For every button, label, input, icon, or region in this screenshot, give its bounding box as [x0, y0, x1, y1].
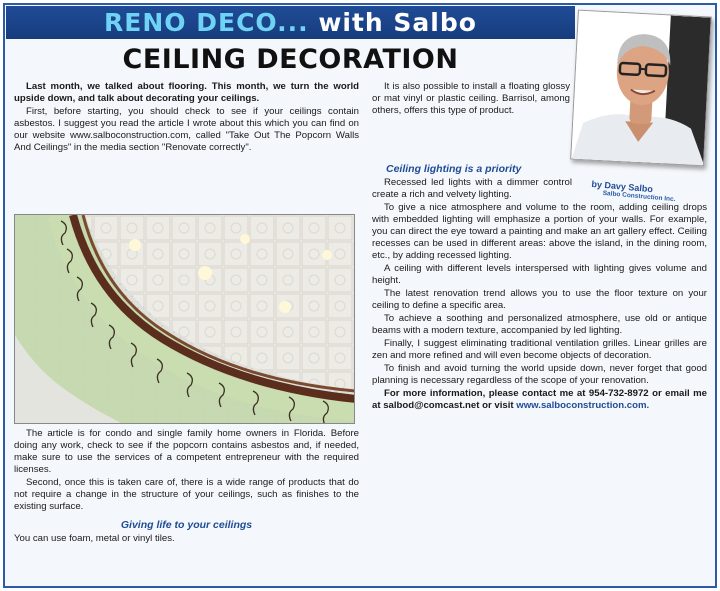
right-column-top — [372, 81, 570, 118]
asbestos-paragraph: First, before starting, you should check to see if your ceilings contain asbestos. I suggest you read the article I wrote about this which you can find on our website www.salboconstruction.com, called "Take Out The Popcorn Walls And Ceilings" in the media section "Renovate correctly". — [14, 106, 359, 153]
article-headline: CEILING DECORATION — [122, 44, 459, 75]
tiles-paragraph: You can use foam, metal or vinyl tiles. — [14, 533, 175, 544]
column-banner — [6, 6, 575, 39]
left-column-bottom — [14, 428, 359, 546]
planning-paragraph: To finish and avoid turning the world upside down, never forget that good planning is necessary regardless of the scope of your renovation. — [372, 363, 707, 386]
right-column-main — [372, 163, 707, 413]
recessed-lights-paragraph: Recessed led lights with a dimmer control create a rich and velvety lighting. — [372, 177, 572, 200]
trend-paragraph: The latest renovation trend allows you to use the floor texture on your ceiling to define a specific area. — [372, 288, 707, 311]
banner-title-accent: RENO DECO... — [104, 8, 309, 37]
author-photo — [570, 10, 712, 167]
author-company: Salbo Construction Inc. — [602, 189, 676, 204]
intro-paragraph: Last month, we talked about flooring. This month, we turn the world upside down, and talk about decorating your ceilings. — [14, 81, 359, 104]
atmosphere-paragraph: To give a nice atmosphere and volume to the room, adding ceiling drops with embedded lighting will emphasize a portion of your walls. For example, you can direct the eye toward a painting and make an art gallery effect. Ceiling recesses can be used in different areas: above the island, in the dining room, etc., by adding recessed lighting. — [372, 202, 707, 261]
condo-paragraph: The article is for condo and single family home owners in Florida. Before doing any work, check to see if the popcorn contains asbestos and, if needed, make sure to use the services of a competent entrepreneur with the required licenses. — [14, 428, 359, 475]
ceiling-staircase-photo — [14, 214, 355, 424]
subhead-lighting: Ceiling lighting is a priority — [386, 163, 522, 175]
website-link[interactable]: www.salboconstruction.com. — [516, 400, 650, 411]
author-name: by Davy Salbo — [591, 178, 654, 195]
contact-paragraph — [372, 388, 707, 412]
contact-text: For more information, please contact me at 954-732-8972 or email me at salbod@comcast.net or visit — [372, 388, 707, 411]
floating-ceiling-paragraph: It is also possible to install a floating glossy or mat vinyl or plastic ceiling. Barrisol, among others, offers this type of product. — [372, 81, 570, 116]
subhead-giving-life: Giving life to your ceilings — [120, 519, 253, 531]
products-paragraph: Second, once this is taken care of, there is a wide range of products that do not require a change in the structure of your ceilings, such as finishes to the existing surface. — [14, 477, 359, 512]
author-portrait-illustration — [571, 11, 712, 167]
banner-title-rest: with Salbo — [308, 8, 477, 37]
staircase-illustration — [15, 215, 355, 424]
beams-paragraph: To achieve a soothing and personalized atmosphere, use old or antique beams with a modern texture, accompanied by led lighting. — [372, 313, 707, 336]
grilles-paragraph: Finally, I suggest eliminating traditional ventilation grilles. Linear grilles are zen and more refined and will even become objects of decoration. — [372, 338, 707, 361]
left-column-top — [14, 81, 359, 155]
levels-paragraph: A ceiling with different levels interspersed with lighting gives volume and height. — [372, 263, 707, 286]
